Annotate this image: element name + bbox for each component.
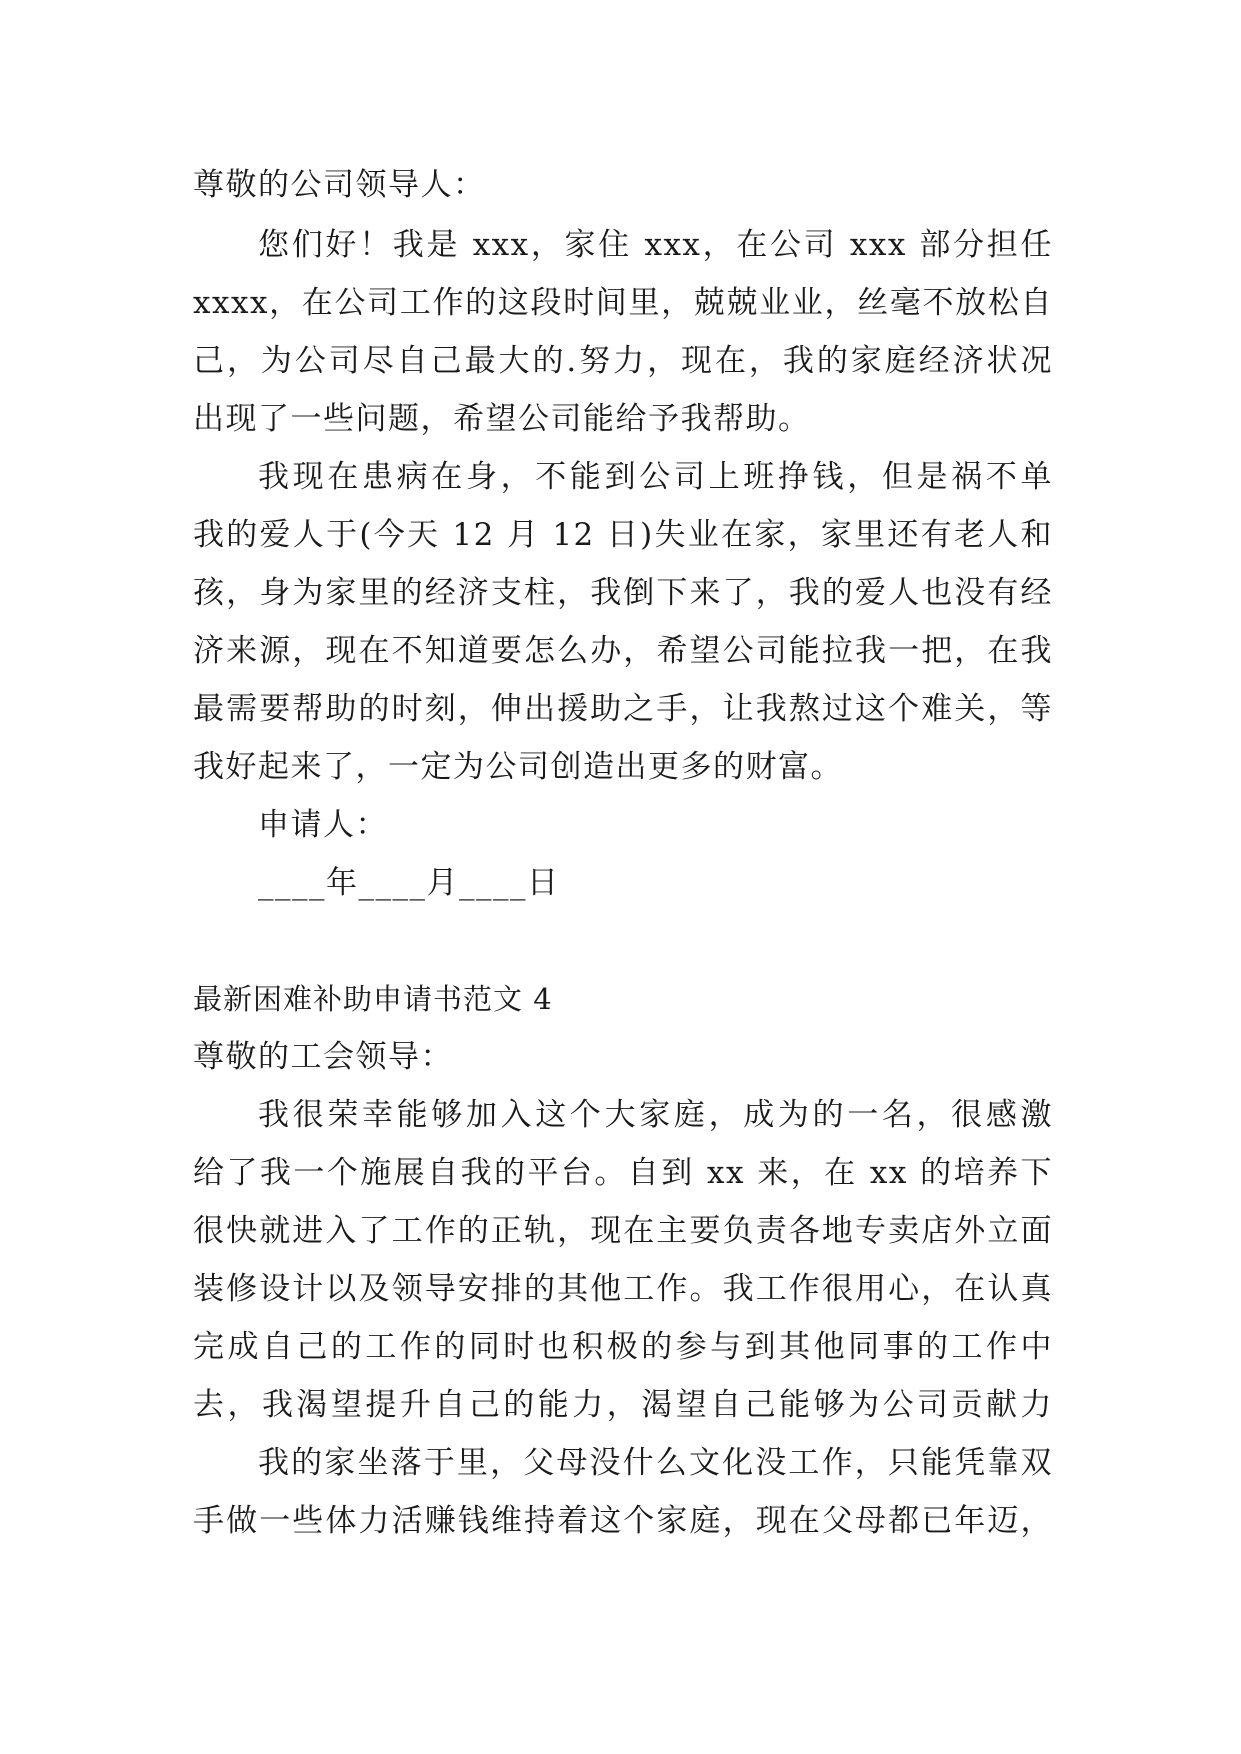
section-title: 最新困难补助申请书范文 4	[193, 982, 553, 1016]
paragraph-line: 济来源，现在不知道要怎么办，希望公司能拉我一把，在我	[193, 633, 1053, 669]
paragraph-line: 装修设计以及领导安排的其他工作。我工作很用心，在认真	[193, 1271, 1053, 1307]
paragraph-line: 孩，身为家里的经济支柱，我倒下来了，我的爱人也没有经	[193, 575, 1053, 611]
paragraph-line: 您们好！我是 xxx，家住 xxx，在公司 xxx 部分担任	[258, 227, 1053, 263]
paragraph-line: 我好起来了，一定为公司创造出更多的财富。	[193, 749, 843, 785]
paragraph-line: 去，我渴望提升自己的能力，渴望自己能够为公司贡献力	[193, 1387, 1053, 1423]
applicant-label: 申请人：	[258, 807, 388, 843]
paragraph-line: 完成自己的工作的同时也积极的参与到其他同事的工作中	[193, 1329, 1053, 1365]
paragraph-line: 我的家坐落于里，父母没什么文化没工作，只能凭靠双	[258, 1445, 1053, 1481]
paragraph-line: 最需要帮助的时刻，伸出援助之手，让我熬过这个难关，等	[193, 691, 1053, 727]
paragraph-line: 我现在患病在身，不能到公司上班挣钱，但是祸不单	[258, 459, 1053, 495]
paragraph-line: 很快就进入了工作的正轨，现在主要负责各地专卖店外立面	[193, 1213, 1053, 1249]
paragraph-line: 己，为公司尽自己最大的.努力，现在，我的家庭经济状况	[193, 343, 1053, 379]
salutation: 尊敬的公司领导人：	[193, 167, 486, 203]
salutation: 尊敬的工会领导：	[193, 1039, 453, 1075]
paragraph-line: xxxx，在公司工作的这段时间里，兢兢业业，丝毫不放松自	[193, 285, 1053, 321]
paragraph-line: 出现了一些问题，希望公司能给予我帮助。	[193, 401, 811, 437]
date-line: ____年____月____日	[258, 865, 560, 901]
paragraph-line: 我很荣幸能够加入这个大家庭，成为的一名，很感激	[258, 1097, 1053, 1133]
paragraph-line: 我的爱人于(今天 12 月 12 日)失业在家，家里还有老人和	[193, 517, 1053, 553]
paragraph-line: 手做一些体力活赚钱维持着这个家庭，现在父母都已年迈，	[193, 1503, 1053, 1539]
paragraph-line: 给了我一个施展自我的平台。自到 xx 来，在 xx 的培养下	[193, 1155, 1053, 1191]
